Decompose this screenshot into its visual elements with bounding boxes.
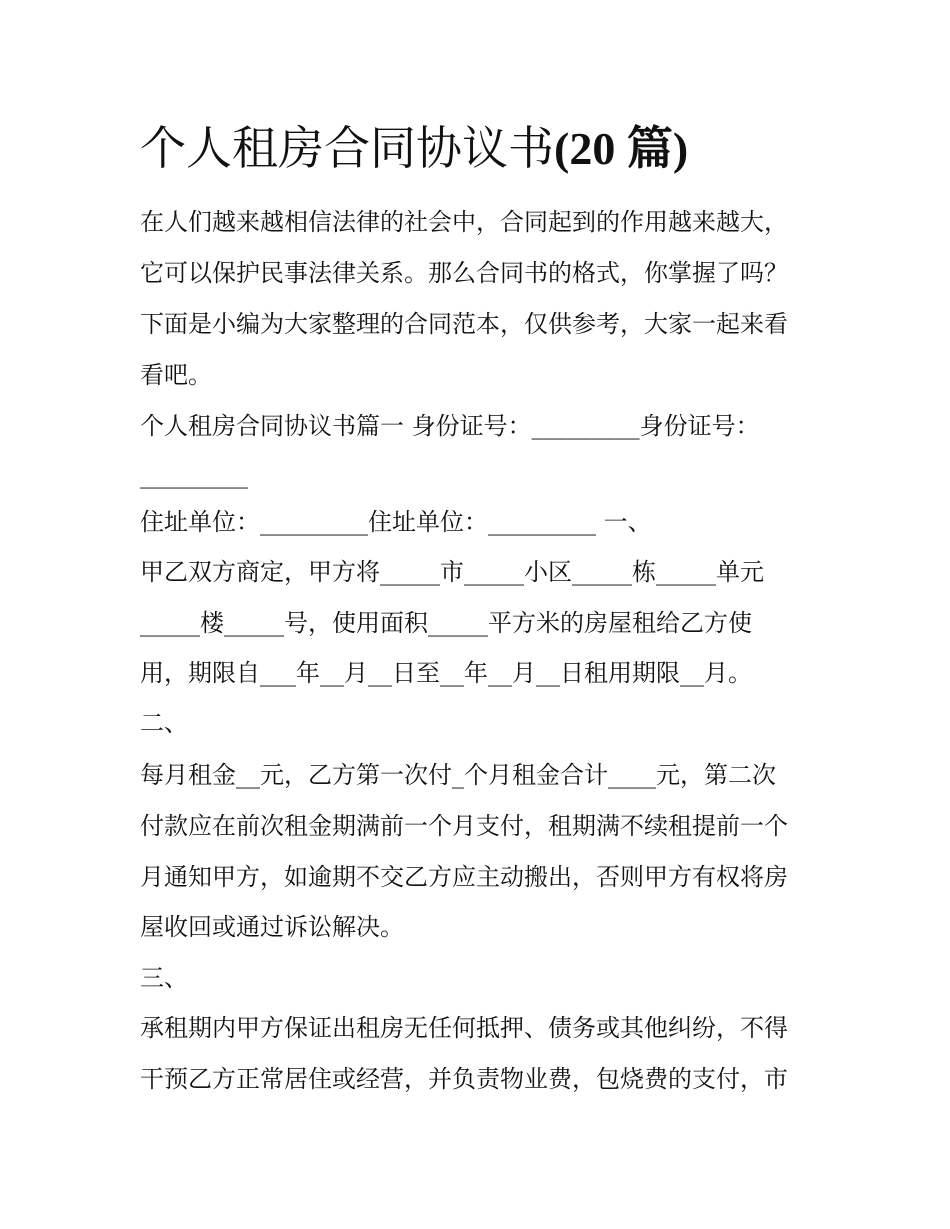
clause-2-line-4: 屋收回或通过诉讼解决。: [140, 913, 404, 941]
clause-1-line-2: _____楼_____号，使用面积_____平方米的房屋租给乙方使: [140, 609, 752, 637]
address-line: 住址单位：_________住址单位：_________ 一、: [140, 508, 652, 536]
clause-2-line-2: 付款应在前次租金期满前一个月支付，租期满不续租提前一个: [140, 812, 788, 840]
clause-1-line-1: 甲乙双方商定，甲方将_____市_____小区_____栋_____单元: [140, 558, 764, 586]
intro-line-2: 它可以保护民事法律关系。那么合同书的格式，你掌握了吗？: [140, 259, 788, 287]
party-id-blank: _________: [140, 461, 248, 489]
clause-3-line-2: 干预乙方正常居住或经营，并负责物业费，包烧费的支付，市: [140, 1065, 788, 1093]
title-suffix: (20 篇): [554, 123, 689, 174]
intro-line-1: 在人们越来越相信法律的社会中，合同起到的作用越来越大，: [140, 208, 788, 236]
clause-1-line-3: 用，期限自___年__月__日至__年__月__日租用期限__月。: [140, 659, 752, 687]
page-title: [140, 118, 840, 179]
intro-line-4: 看吧。: [140, 361, 212, 389]
party-id-line: 个人租房合同协议书篇一 身份证号：_________身份证号：: [140, 412, 760, 440]
clause-3-line-1: 承租期内甲方保证出租房无任何抵押、债务或其他纠纷，不得: [140, 1014, 788, 1042]
clause-3-heading: 三、: [140, 964, 188, 992]
clause-2-heading: 二、: [140, 709, 188, 737]
intro-line-3: 下面是小编为大家整理的合同范本，仅供参考，大家一起来看: [140, 310, 788, 338]
clause-2-line-3: 月通知甲方，如逾期不交乙方应主动搬出，否则甲方有权将房: [140, 863, 788, 891]
title-main: 个人租房合同协议书: [140, 121, 554, 175]
clause-2-line-1: 每月租金__元，乙方第一次付_个月租金合计____元，第二次: [140, 761, 776, 789]
